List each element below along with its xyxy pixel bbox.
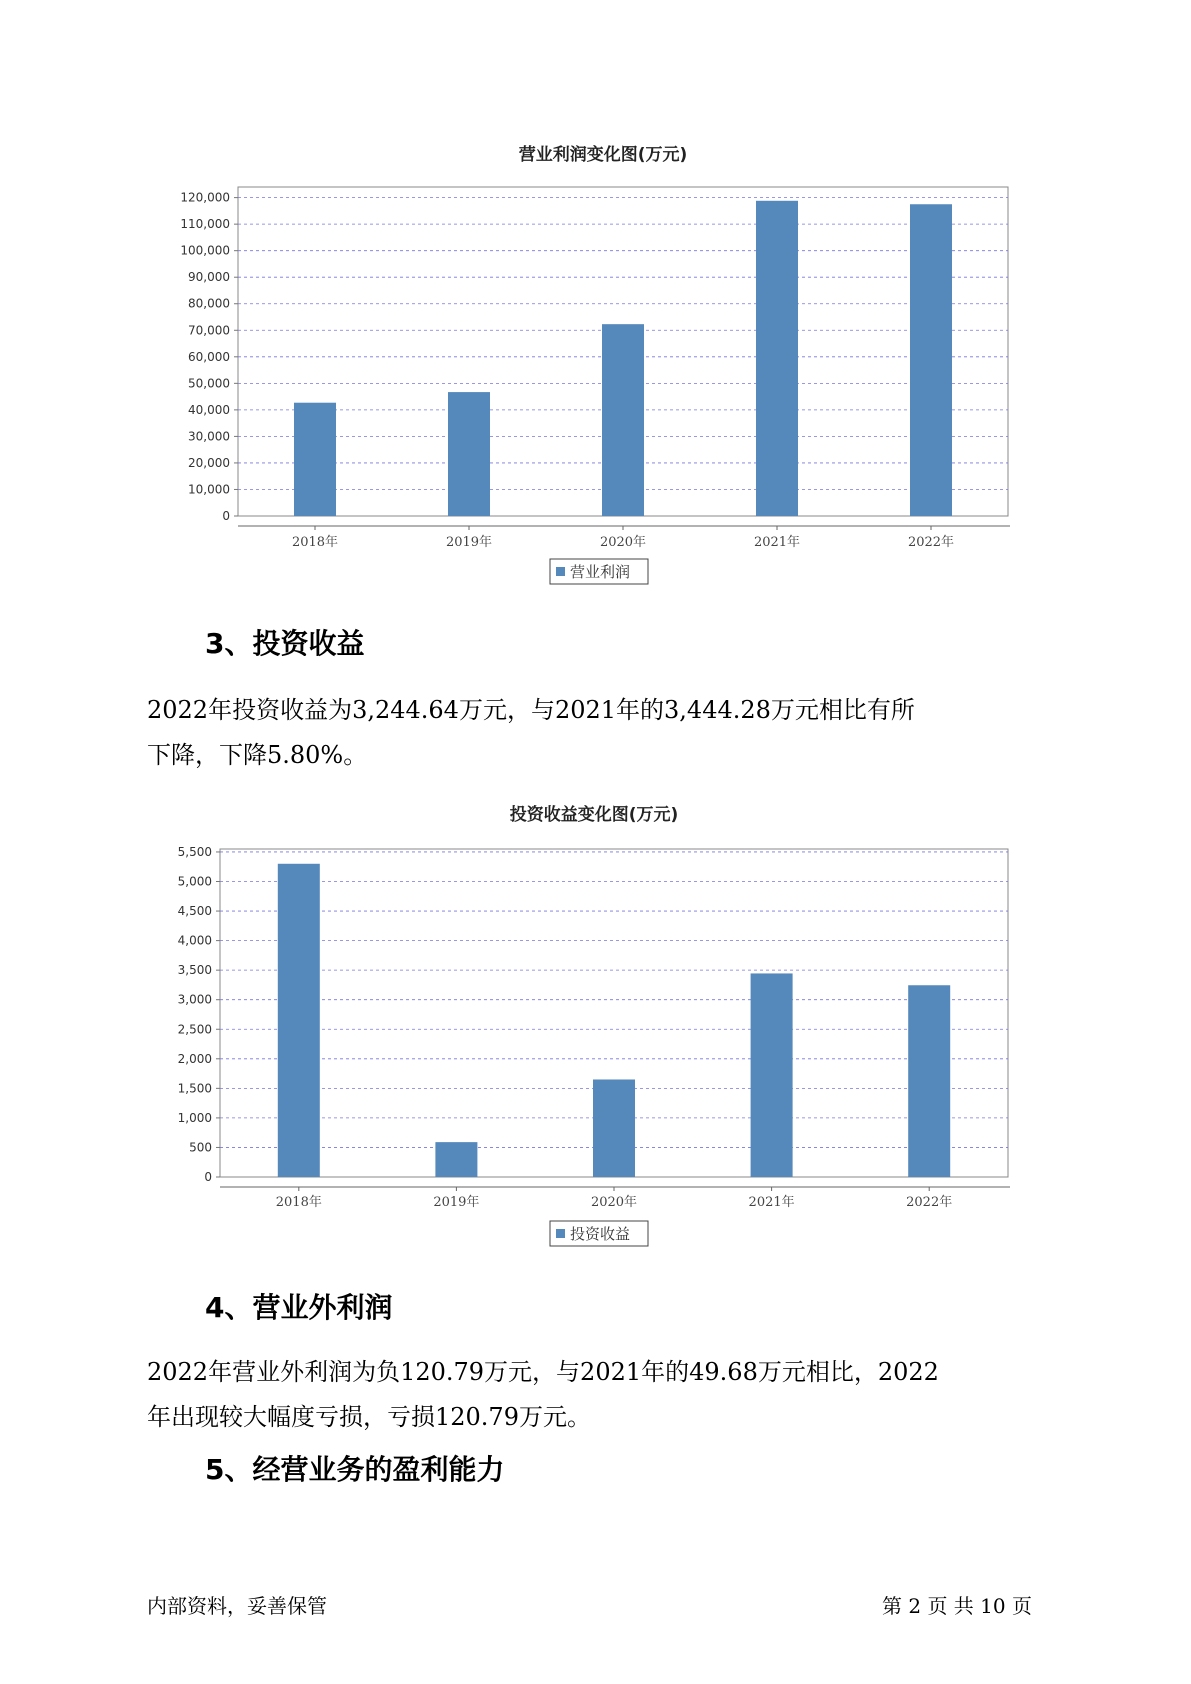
inv-income-bar — [435, 1142, 477, 1177]
inv-income-bar — [908, 985, 950, 1177]
inv-income-bar — [278, 864, 320, 1177]
op-profit-xtick-label: 2020年 — [599, 535, 647, 550]
op-profit-ytick-label: 110,000 — [180, 217, 230, 232]
op-profit-ytick-label: 0 — [222, 509, 230, 523]
op-profit-ytick-label: 100,000 — [180, 243, 230, 258]
section-4-line-2: 年出现较大幅度亏损，亏损120.79万元。 — [147, 1403, 591, 1431]
inv-income-ytick-label: 5,500 — [177, 844, 212, 859]
inv-income-legend-swatch — [556, 1229, 565, 1238]
inv-income-ytick-label: 4,500 — [177, 904, 212, 919]
section-5-heading: 5、经营业务的盈利能力 — [205, 1453, 505, 1486]
inv-income-ytick-label: 1,000 — [177, 1110, 212, 1125]
op-profit-ytick-label: 20,000 — [188, 455, 230, 470]
inv-income-xtick-label: 2022年 — [906, 1195, 953, 1210]
op-profit-chart-title: 营业利润变化图(万元) — [518, 145, 688, 165]
section-4-paragraph — [147, 1350, 1062, 1440]
footer-confidential-note: 内部资料，妥善保管 — [147, 1594, 327, 1618]
inv-income-xtick-label: 2021年 — [748, 1195, 795, 1210]
op-profit-xtick-label: 2022年 — [907, 535, 955, 550]
section-3-heading: 3、投资收益 — [205, 627, 365, 660]
inv-income-xtick-label: 2019年 — [433, 1195, 480, 1210]
op-profit-ytick-label: 40,000 — [188, 402, 230, 417]
section-3-line-1: 2022年投资收益为3,244.64万元，与2021年的3,444.28万元相比有所 — [147, 696, 915, 724]
inv-income-xtick-label: 2018年 — [275, 1195, 322, 1210]
footer-page-number: 第 2 页 共 10 页 — [882, 1594, 1032, 1618]
section-4-heading: 4、营业外利润 — [205, 1291, 393, 1324]
op-profit-ytick-label: 60,000 — [188, 349, 230, 364]
inv-income-ytick-label: 3,000 — [177, 992, 212, 1007]
op-profit-ytick-label: 10,000 — [188, 482, 230, 497]
op-profit-xtick-label: 2018年 — [291, 535, 339, 550]
op-profit-ytick-label: 90,000 — [188, 270, 230, 285]
inv-income-ytick-label: 4,000 — [177, 933, 212, 948]
inv-income-chart-title: 投资收益变化图(万元) — [509, 805, 679, 825]
inv-income-bar — [593, 1079, 635, 1177]
inv-income-ytick-label: 2,000 — [177, 1051, 212, 1066]
inv-income-bar — [751, 973, 793, 1177]
op-profit-ytick-label: 80,000 — [188, 296, 230, 311]
inv-income-ytick-label: 0 — [204, 1170, 212, 1184]
inv-income-ytick-label: 1,500 — [177, 1081, 212, 1096]
op-profit-xtick-label: 2019年 — [445, 535, 493, 550]
inv-income-ytick-label: 2,500 — [177, 1022, 212, 1037]
op-profit-ytick-label: 70,000 — [188, 323, 230, 338]
section-4-line-1: 2022年营业外利润为负120.79万元，与2021年的49.68万元相比，2022 — [147, 1358, 939, 1386]
op-profit-ytick-label: 50,000 — [188, 376, 230, 391]
inv-income-ytick-label: 500 — [189, 1140, 212, 1155]
op-profit-ytick-label: 30,000 — [188, 429, 230, 444]
inv-income-ytick-label: 5,000 — [177, 874, 212, 889]
inv-income-ytick-label: 3,500 — [177, 963, 212, 978]
op-profit-xtick-label: 2021年 — [753, 535, 801, 550]
section-3-line-2: 下降，下降5.80%。 — [147, 741, 368, 769]
op-profit-legend-label: 营业利润 — [570, 563, 631, 581]
inv-income-xtick-label: 2020年 — [590, 1195, 638, 1210]
op-profit-ytick-label: 120,000 — [180, 190, 230, 205]
inv-income-legend-label: 投资收益 — [570, 1225, 631, 1243]
